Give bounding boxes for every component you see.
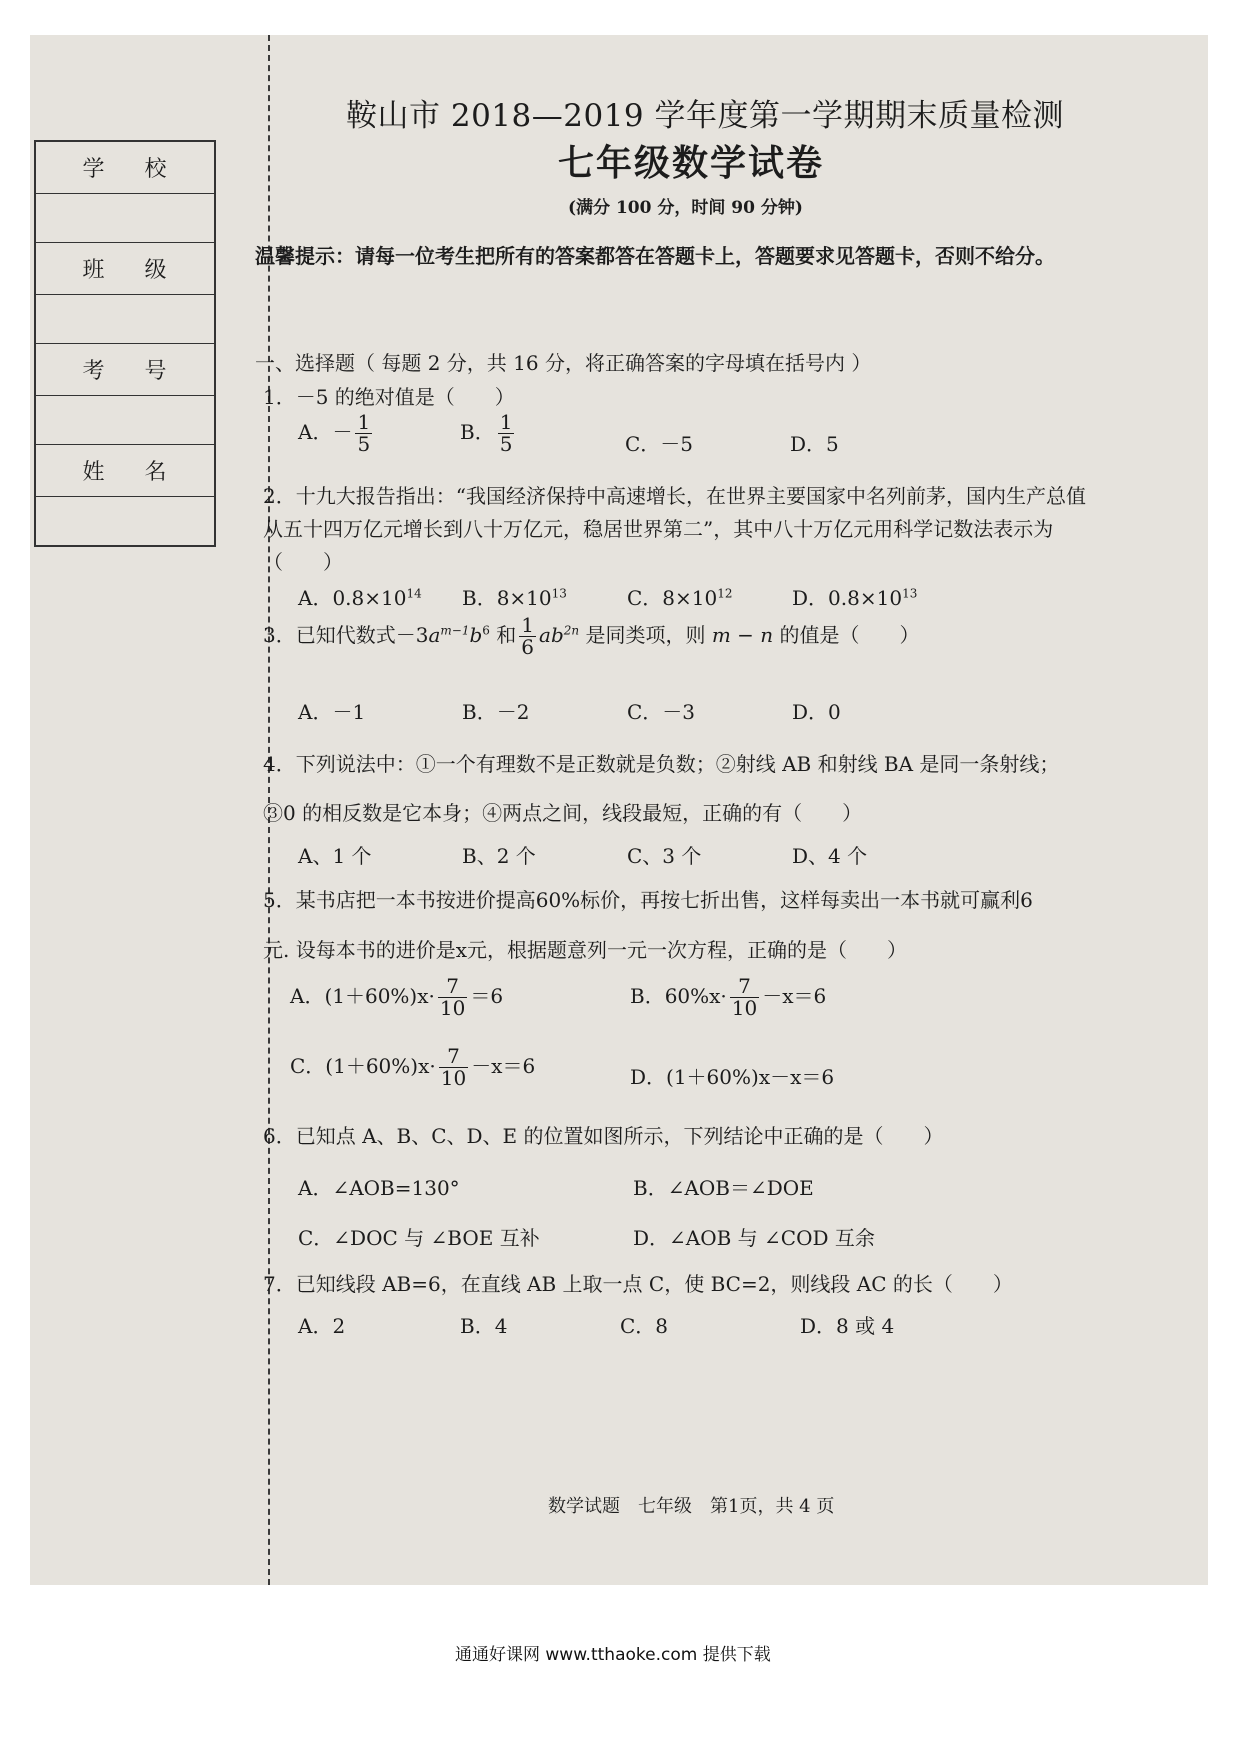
option-label: C．(1＋60%)x· <box>290 1054 436 1078</box>
denominator: 10 <box>731 996 758 1020</box>
question-1-option-d: D．5 <box>790 432 839 456</box>
numerator: 7 <box>439 1046 468 1068</box>
question-7-option-d: D．8 或 4 <box>800 1314 895 1338</box>
exponent: 6 <box>482 623 490 638</box>
numerator: 1 <box>499 410 513 434</box>
exponent: 13 <box>551 586 567 601</box>
question-5-option-a <box>290 976 503 1019</box>
stem-text: 和 <box>496 623 517 647</box>
question-4-option-d: D、4 个 <box>792 844 868 868</box>
question-7-option-b: B．4 <box>460 1314 508 1338</box>
fraction <box>730 976 759 1019</box>
option-label: B． <box>460 420 495 444</box>
question-2-option-a <box>298 582 422 611</box>
question-6-stem: 6．已知点 A、B、C、D、E 的位置如图所示，下列结论中正确的是（ ） <box>263 1124 944 1148</box>
option-tail: －x＝6 <box>471 1054 536 1078</box>
question-3-option-a: A．－1 <box>298 700 366 724</box>
question-4-line-1: 4．下列说法中：①一个有理数不是正数就是负数；②射线 AB 和射线 BA 是同一条射线； <box>263 752 1060 776</box>
school-label: 学校 <box>35 141 215 194</box>
denominator: 10 <box>439 996 466 1020</box>
school-field <box>35 194 215 243</box>
question-2-line-1: 2．十九大报告指出：“我国经济保持中高速增长，在世界主要国家中名列前茅，国内生产总值 <box>263 484 1086 508</box>
exponent: m−1 <box>440 623 470 638</box>
exam-title: 鞍山市 2018—2019 学年度第一学期期末质量检测 <box>346 98 1064 134</box>
option-label: D．0.8×10 <box>792 586 903 610</box>
option-label: B．60%x· <box>630 984 727 1008</box>
stem-text: 3．已知代数式－3 <box>263 623 429 647</box>
page-footer: 数学试题 七年级 第1页，共 4 页 <box>548 1496 835 1517</box>
name-field <box>35 497 215 547</box>
fraction <box>355 412 372 455</box>
question-2-option-d <box>792 582 917 611</box>
question-1-option-b <box>460 412 517 455</box>
exam-number-label: 考号 <box>35 344 215 396</box>
exponent: 2n <box>563 623 580 638</box>
denominator: 5 <box>357 432 371 456</box>
fraction <box>438 976 467 1019</box>
name-label: 姓名 <box>35 445 215 497</box>
question-4-option-a: A、1 个 <box>298 844 372 868</box>
variable: b <box>469 623 483 647</box>
class-field <box>35 295 215 344</box>
question-7-option-c: C．8 <box>620 1314 669 1338</box>
question-6-option-c: C．∠DOC 与 ∠BOE 互补 <box>298 1226 540 1250</box>
option-tail: ＝6 <box>470 984 504 1008</box>
question-7-stem: 7．已知线段 AB=6，在直线 AB 上取一点 C，使 BC=2，则线段 AC 的长（ ） <box>263 1272 1013 1296</box>
option-label: A．－ <box>298 420 353 444</box>
question-2-option-c <box>627 582 733 611</box>
question-2-option-b <box>462 582 567 611</box>
section-heading: 一、选择题（ 每题 2 分，共 16 分，将正确答案的字母填在括号内 ） <box>255 351 872 375</box>
variable: a <box>428 623 441 647</box>
question-3-option-c: C．－3 <box>627 700 696 724</box>
exam-number-field <box>35 396 215 445</box>
fraction <box>519 615 536 658</box>
question-5-line-2: 元. 设每本书的进价是x元，根据题意列一元一次方程，正确的是（ ） <box>263 938 907 962</box>
denominator: 6 <box>521 635 535 659</box>
question-1-option-a <box>298 412 375 455</box>
option-label: B．8×10 <box>462 586 552 610</box>
numerator: 7 <box>730 976 759 998</box>
exam-subject-title: 七年级数学试卷 <box>558 142 825 184</box>
option-label: A．(1＋60%)x· <box>290 984 435 1008</box>
fraction <box>498 412 515 455</box>
exponent: 13 <box>902 586 918 601</box>
question-5-option-d: D．(1＋60%)x－x＝6 <box>630 1065 835 1089</box>
numerator: 1 <box>521 613 535 637</box>
question-6-option-a: A．∠AOB=130° <box>298 1176 460 1200</box>
question-2-line-3: （ ） <box>263 550 343 574</box>
option-label: A．0.8×10 <box>298 586 407 610</box>
variable: ab <box>539 623 564 647</box>
question-5-line-1: 5．某书店把一本书按进价提高60%标价，再按七折出售，这样每卖出一本书就可赢利6 <box>263 888 1033 912</box>
denominator: 5 <box>499 432 513 456</box>
question-5-option-b <box>630 976 826 1019</box>
question-3-option-b: B．－2 <box>462 700 530 724</box>
question-3-stem <box>263 615 920 658</box>
expression: m − n <box>711 623 774 647</box>
warm-tip: 温馨提示：请每一位考生把所有的答案都答在答题卡上，答题要求见答题卡，否则不给分。 <box>255 244 1055 268</box>
question-4-option-c: C、3 个 <box>627 844 702 868</box>
denominator: 10 <box>440 1066 467 1090</box>
question-3-option-d: D．0 <box>792 700 841 724</box>
student-info-table <box>34 140 216 547</box>
stem-text: 是同类项，则 <box>585 623 712 647</box>
class-label: 班级 <box>35 243 215 295</box>
fraction <box>439 1046 468 1089</box>
option-tail: －x＝6 <box>762 984 827 1008</box>
question-1-stem: 1．－5 的绝对值是（ ） <box>263 385 515 409</box>
numerator: 7 <box>438 976 467 998</box>
question-1-option-c: C．－5 <box>625 432 694 456</box>
exam-score-time: (满分 100 分，时间 90 分钟) <box>568 198 803 218</box>
question-5-option-c <box>290 1046 535 1089</box>
exponent: 12 <box>717 586 733 601</box>
question-4-option-b: B、2 个 <box>462 844 536 868</box>
exponent: 14 <box>406 586 422 601</box>
question-6-option-b: B．∠AOB＝∠DOE <box>633 1176 814 1200</box>
question-7-option-a: A．2 <box>298 1314 346 1338</box>
numerator: 1 <box>357 410 371 434</box>
question-6-option-d: D．∠AOB 与 ∠COD 互余 <box>633 1226 875 1250</box>
option-label: C．8×10 <box>627 586 718 610</box>
stem-text: 的值是（ ） <box>773 623 920 647</box>
download-source-text: 通通好课网 www.tthaoke.com 提供下载 <box>455 1645 771 1665</box>
question-2-line-2: 从五十四万亿元增长到八十万亿元，稳居世界第二”，其中八十万亿元用科学记数法表示为 <box>263 517 1054 541</box>
question-4-line-2: ③0 的相反数是它本身；④两点之间，线段最短，正确的有（ ） <box>263 801 863 825</box>
